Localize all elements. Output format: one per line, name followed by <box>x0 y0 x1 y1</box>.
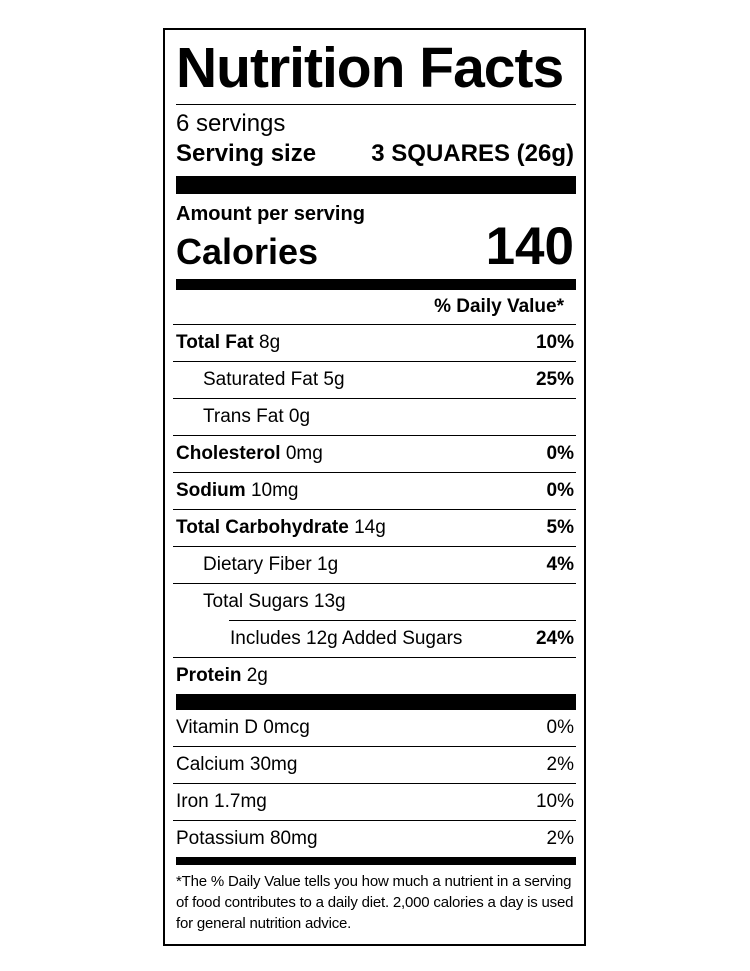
nutrient-amount: 1g <box>317 554 339 575</box>
calories-row <box>176 217 574 276</box>
calories-divider-bar <box>176 279 576 290</box>
calories-value: 140 <box>485 217 574 276</box>
nutrient-name: Vitamin D <box>176 717 259 738</box>
nutrient-row-protein <box>165 658 584 694</box>
nutrient-dv: 24% <box>535 628 574 649</box>
nutrient-row-sodium <box>165 473 584 509</box>
micronutrient-row-potassium <box>165 821 584 857</box>
micronutrient-row-iron <box>165 784 584 820</box>
nutrient-amount: 10mg <box>250 480 299 501</box>
nutrition-facts-label <box>163 28 586 946</box>
nutrient-amount: 13g <box>313 591 346 612</box>
nutrient-name: Dietary Fiber <box>203 554 312 575</box>
divider-bar-bottom <box>176 857 576 865</box>
nutrient-name: Protein <box>176 665 242 686</box>
nutrient-dv: 10% <box>535 791 574 812</box>
nutrient-name: Total Sugars <box>203 591 309 612</box>
nutrient-row-total-fat <box>165 325 584 361</box>
nutrient-name-amount <box>176 332 280 354</box>
nutrient-dv: 10% <box>535 332 574 353</box>
nutrient-name: Cholesterol <box>176 443 281 464</box>
nutrient-row-total-carbohydrate <box>165 510 584 546</box>
micronutrient-row-calcium <box>165 747 584 783</box>
nutrient-amount: 0g <box>288 406 311 427</box>
nutrient-row-added-sugars <box>165 621 584 657</box>
nutrient-amount: 2g <box>246 665 268 686</box>
footnote-line: *The % Daily Value tells you how much a nutrient in a serving <box>176 873 572 890</box>
nutrient-name: Total Carbohydrate <box>176 517 349 538</box>
nutrient-name-amount <box>176 443 323 465</box>
amount-per-serving-label: Amount per serving <box>176 203 365 225</box>
nutrient-name-amount <box>176 828 318 850</box>
nutrient-amount: 1.7mg <box>214 791 267 812</box>
daily-value-header: % Daily Value* <box>434 296 564 317</box>
nutrient-name-amount <box>176 791 267 813</box>
nutrient-dv: 5% <box>546 517 574 538</box>
nutrient-amount: 30mg <box>249 754 298 775</box>
nutrient-row-dietary-fiber <box>165 547 584 583</box>
nutrient-name-amount <box>176 406 310 428</box>
nutrient-name-amount <box>176 628 462 650</box>
footnote-line: of food contributes to a daily diet. 2,000 calories a day is used <box>176 894 574 911</box>
nutrient-dv: 2% <box>546 828 574 849</box>
nutrient-name: Total Fat <box>176 332 254 353</box>
nutrient-dv: 0% <box>546 717 574 738</box>
nutrient-name-amount <box>176 754 297 776</box>
serving-size-row <box>176 139 574 169</box>
nutrient-name-amount <box>176 717 310 739</box>
nutrient-name: Includes 12g Added Sugars <box>230 628 463 649</box>
nutrient-amount: 80mg <box>269 828 318 849</box>
nutrient-name-amount <box>176 369 345 391</box>
serving-size-label: Serving size <box>176 140 317 167</box>
nutrient-dv: 0% <box>546 443 574 464</box>
nutrient-name-amount <box>176 665 268 687</box>
nutrient-name-amount <box>176 517 386 539</box>
nutrient-name: Potassium <box>176 828 265 849</box>
nutrient-name-amount <box>176 480 298 502</box>
nutrient-row-saturated-fat <box>165 362 584 398</box>
servings-count: 6 servings <box>176 110 286 137</box>
footnote-line: for general nutrition advice. <box>176 915 352 932</box>
nutrient-row-trans-fat <box>165 399 584 435</box>
title-rule <box>176 104 576 105</box>
nutrient-row-cholesterol <box>165 436 584 472</box>
thick-divider-bar-top <box>176 176 576 194</box>
nutrient-amount: 0mg <box>285 443 323 464</box>
label-title: Nutrition Facts <box>176 36 564 100</box>
nutrient-name-amount <box>176 554 338 576</box>
nutrient-dv: 2% <box>546 754 574 775</box>
thick-divider-bar-middle <box>176 694 576 710</box>
nutrient-dv: 25% <box>535 369 574 390</box>
nutrient-amount: 14g <box>354 517 386 538</box>
nutrient-name: Calcium <box>176 754 245 775</box>
nutrient-amount: 5g <box>323 369 345 390</box>
nutrient-name-amount <box>176 591 346 613</box>
nutrient-amount: 0mcg <box>263 717 310 738</box>
nutrient-name: Iron <box>176 791 209 812</box>
micronutrient-row-vitamin-d <box>165 710 584 746</box>
nutrient-dv: 4% <box>546 554 574 575</box>
serving-size-value: 3 SQUARES (26g) <box>371 140 574 167</box>
nutrient-row-total-sugars <box>165 584 584 620</box>
nutrient-name: Trans Fat <box>203 406 284 427</box>
footnote <box>176 871 574 934</box>
nutrient-name: Saturated Fat <box>203 369 319 390</box>
calories-label: Calories <box>176 231 319 272</box>
nutrient-amount: 8g <box>259 332 281 353</box>
nutrient-name: Sodium <box>176 480 246 501</box>
nutrient-dv: 0% <box>546 480 574 501</box>
